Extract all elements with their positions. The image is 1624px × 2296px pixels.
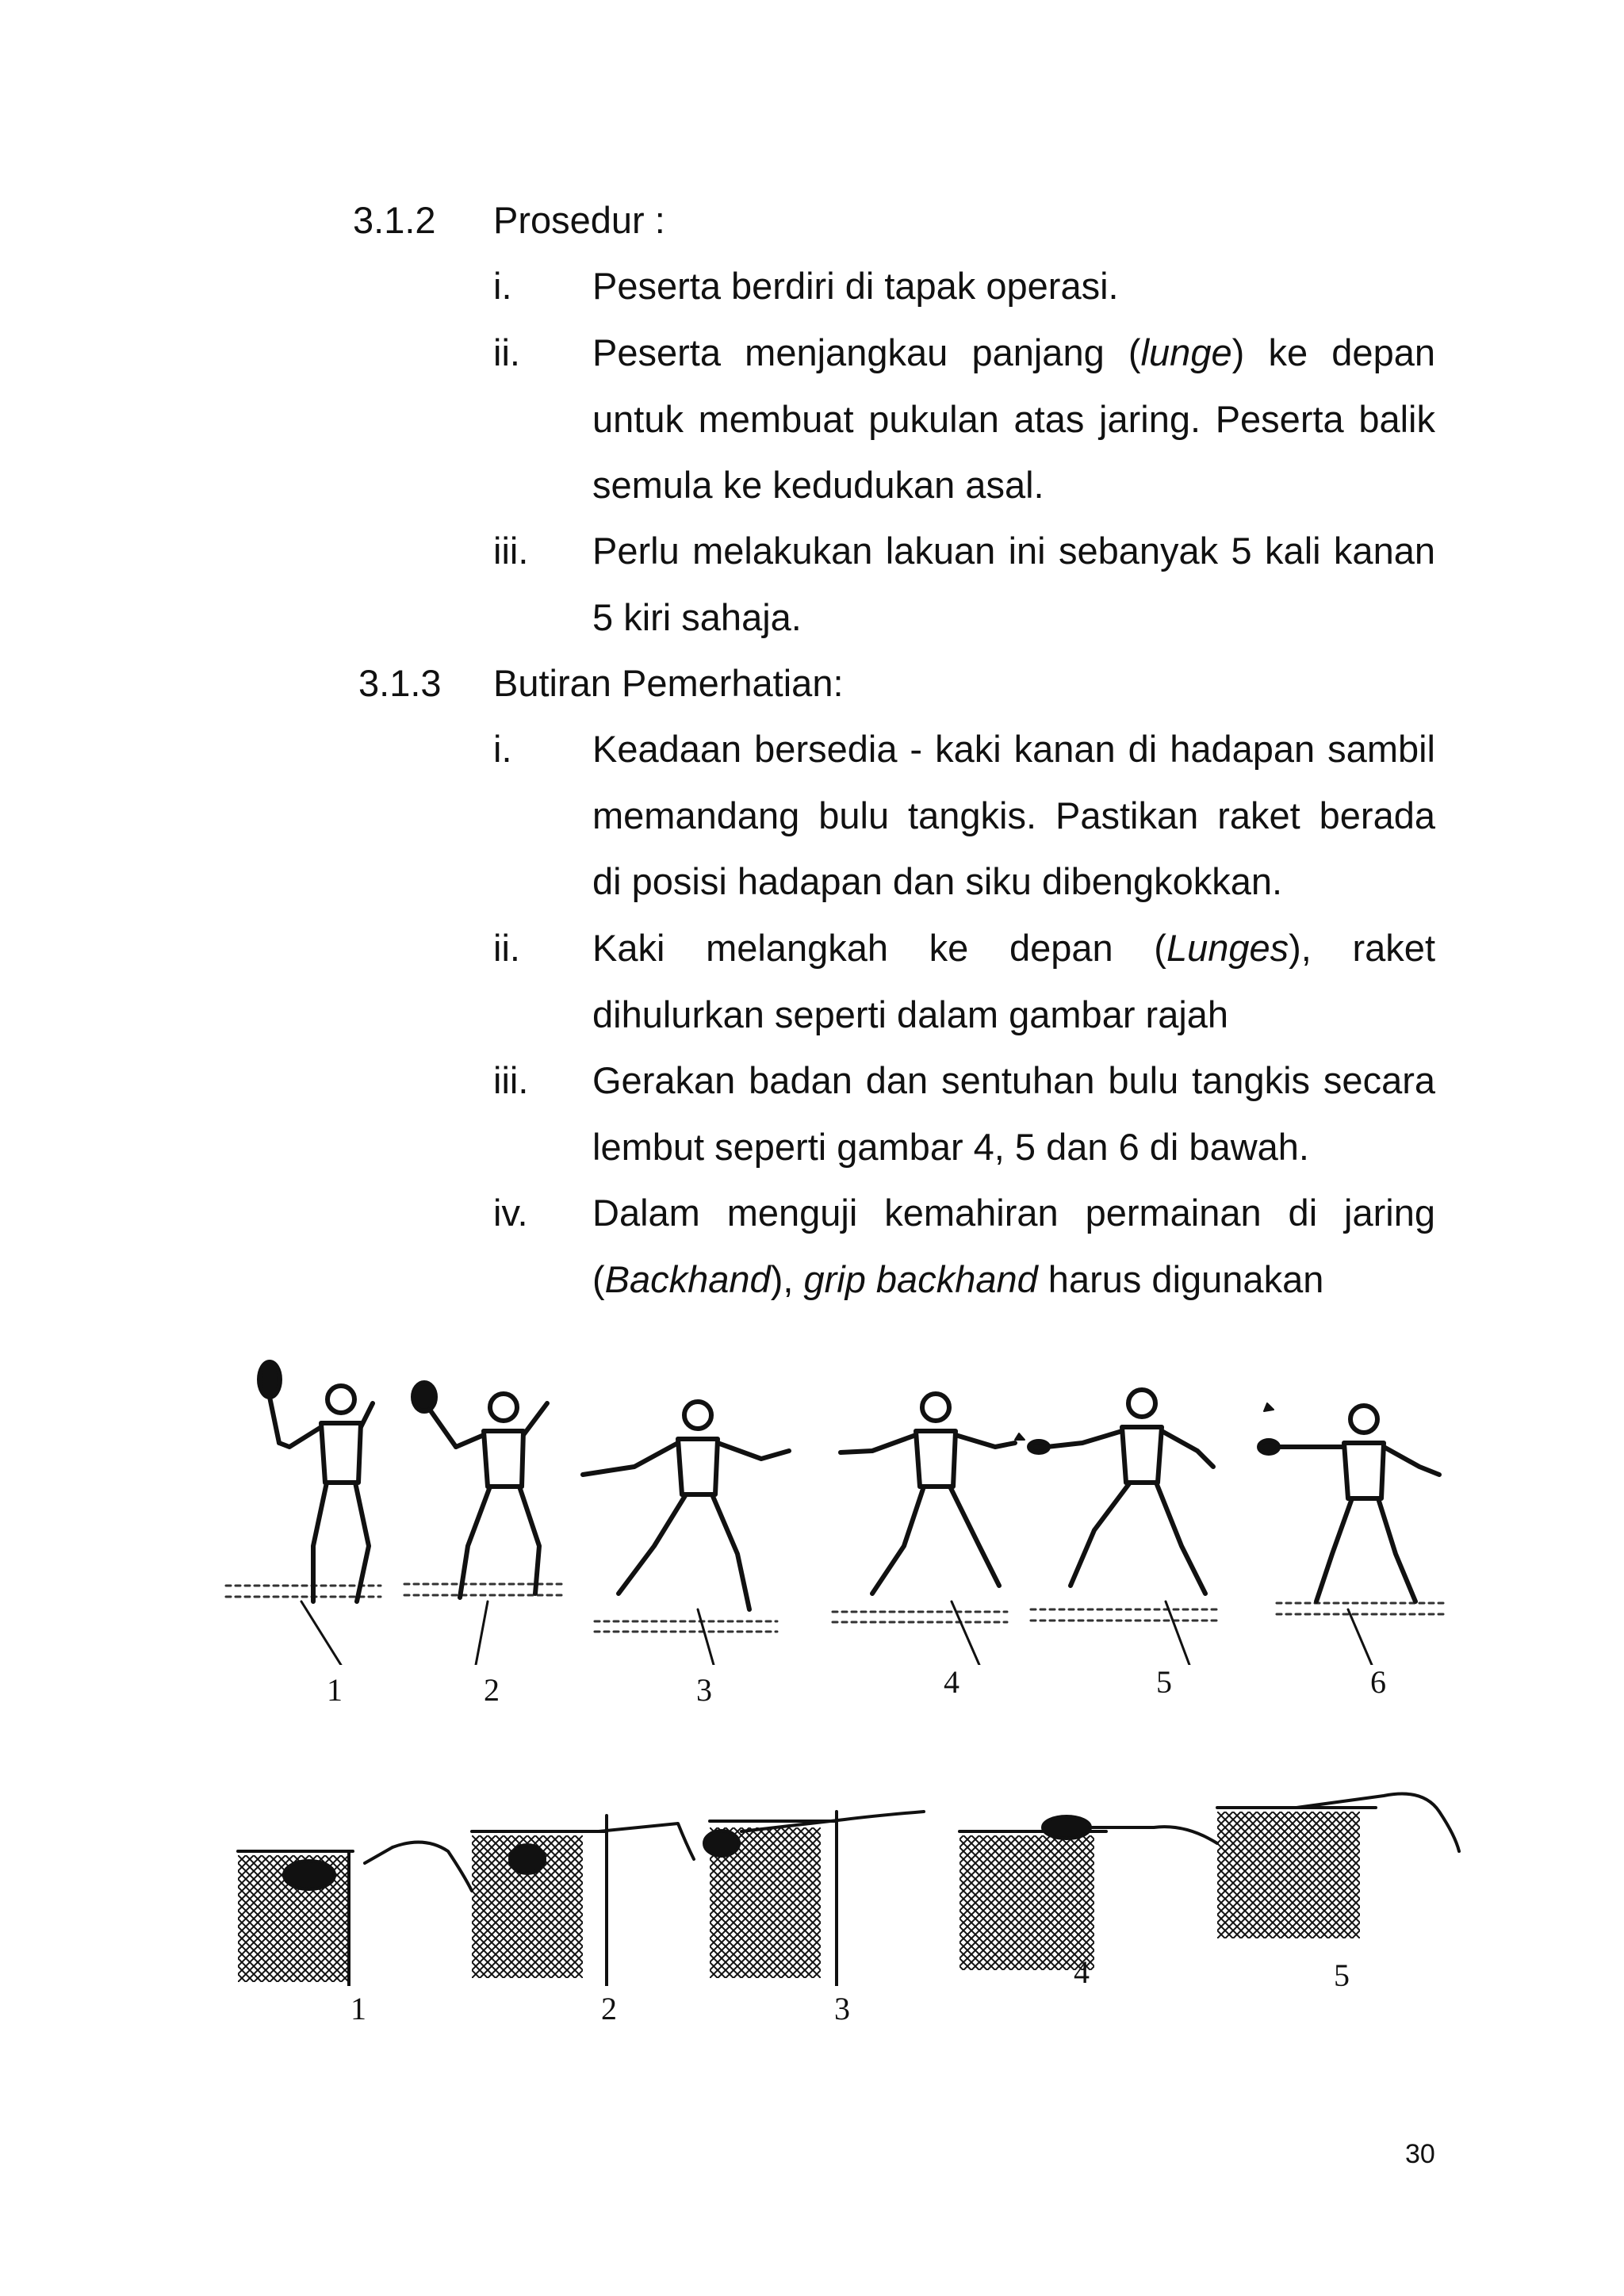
list-marker: iii. — [493, 1059, 529, 1101]
net-panel-5 — [1217, 1794, 1459, 1939]
figure-label: 5 — [1334, 1957, 1350, 1993]
figure-label: 2 — [484, 1672, 500, 1708]
player-figure-5 — [1029, 1390, 1213, 1665]
player-figure-3 — [583, 1402, 789, 1665]
list-item-text: Gerakan badan dan sentuhan bulu tangkis secara lembut seperti gambar 4, 5 dan 6 di bawah. — [592, 1059, 1435, 1168]
figure-label: 1 — [350, 1991, 366, 2026]
list-item-text: Kaki melangkah ke depan (Lunges), raket dihulurkan seperti dalam gambar rajah — [592, 927, 1436, 1035]
page-number: 30 — [1405, 2139, 1435, 2169]
section-title: Prosedur : — [493, 199, 665, 241]
player-figure-4 — [841, 1394, 1025, 1665]
lunge-sequence-figure — [222, 1348, 1459, 1665]
net-panel-2 — [472, 1816, 694, 1986]
figure-label: 5 — [1156, 1664, 1172, 1700]
list-item-text: Peserta menjangkau panjang (lunge) ke depan untuk membuat pukulan atas jaring. Peserta balik semula ke kedudukan asal. — [592, 331, 1435, 506]
list-item-text: Peserta berdiri di tapak operasi. — [592, 265, 1119, 307]
figure-label: 2 — [601, 1991, 617, 2026]
player-figure-1 — [259, 1362, 373, 1665]
list-item-text: Dalam menguji kemahiran permainan di jaring (Backhand), grip backhand harus digunakan — [592, 1192, 1435, 1300]
list-marker: ii. — [493, 331, 520, 373]
figure-label: 3 — [834, 1991, 850, 2026]
section-number: 3.1.2 — [353, 199, 436, 241]
list-item-text: Keadaan bersedia - kaki kanan di hadapan sambil memandang bulu tangkis. Pastikan raket berada di posisi hadapan dan siku dibengkokkan. — [592, 728, 1435, 902]
list-marker: ii. — [493, 927, 520, 969]
figure-label: 1 — [327, 1672, 343, 1708]
list-marker: iii. — [493, 530, 529, 572]
player-figure-2 — [413, 1383, 547, 1665]
section-title: Butiran Pemerhatian: — [493, 662, 844, 704]
net-panel-4 — [959, 1816, 1217, 1970]
figure-label: 4 — [1074, 1954, 1090, 1990]
player-figure-6 — [1259, 1403, 1439, 1665]
list-marker: iv. — [493, 1192, 528, 1234]
list-marker: i. — [493, 265, 512, 307]
net-shot-figure — [234, 1772, 1471, 1986]
net-panel-1 — [238, 1843, 472, 1986]
net-panel-3 — [704, 1812, 924, 1986]
list-marker: i. — [493, 728, 512, 770]
figure-label: 3 — [696, 1672, 712, 1708]
list-item-text: Perlu melakukan lakuan ini sebanyak 5 kali kanan 5 kiri sahaja. — [592, 530, 1435, 638]
figure-label: 6 — [1370, 1664, 1386, 1700]
section-number: 3.1.3 — [358, 662, 442, 704]
figure-label: 4 — [944, 1664, 959, 1700]
